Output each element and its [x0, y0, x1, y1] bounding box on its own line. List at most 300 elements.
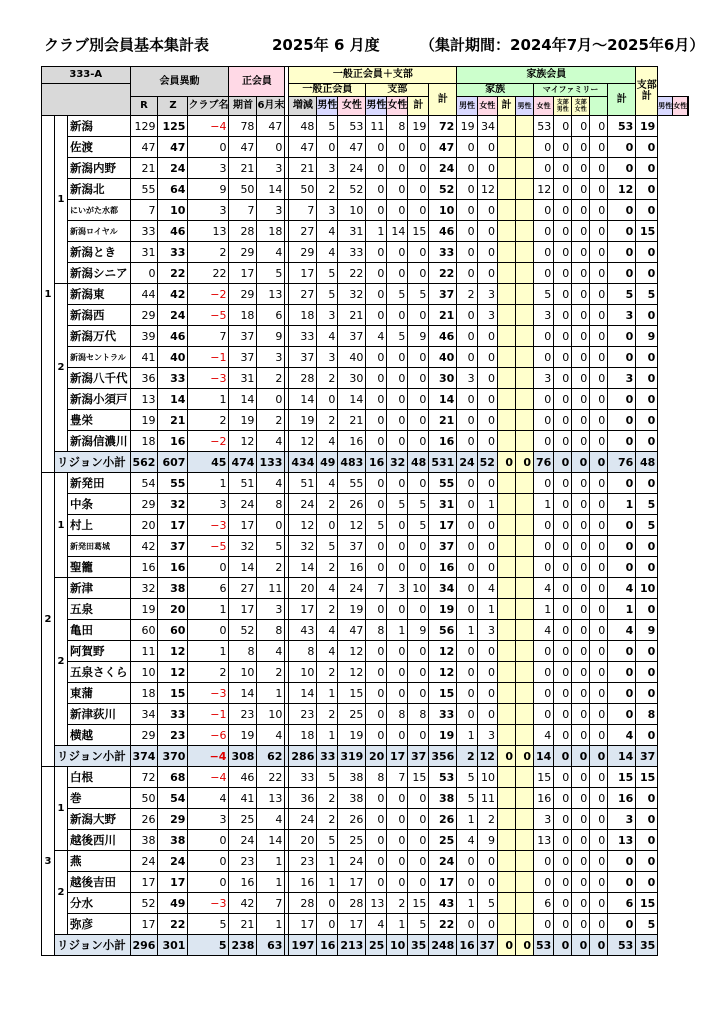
value-cell: 44 — [130, 284, 158, 305]
value-cell: 3 — [608, 809, 636, 830]
club-name: リジョン小計 — [55, 935, 131, 956]
value-cell: 10 — [130, 662, 158, 683]
value-cell: 0 — [457, 431, 477, 452]
value-cell: 51 — [289, 473, 317, 494]
value-cell: 0 — [608, 704, 636, 725]
value-cell — [497, 557, 515, 578]
value-cell — [497, 368, 515, 389]
value-cell: 20 — [289, 830, 317, 851]
value-cell: 45 — [188, 452, 229, 473]
value-cell: 0 — [457, 326, 477, 347]
value-cell: 10 — [387, 935, 408, 956]
value-cell: 0 — [387, 263, 408, 284]
value-cell: 10 — [257, 704, 285, 725]
value-cell: 2 — [317, 704, 338, 725]
value-cell: 29 — [130, 725, 158, 746]
start-header: 期首 — [229, 97, 257, 116]
value-cell: 22 — [429, 914, 457, 935]
value-cell: 0 — [572, 473, 590, 494]
value-cell: 0 — [366, 347, 387, 368]
value-cell: 52 — [229, 620, 257, 641]
value-cell: 55 — [338, 473, 366, 494]
value-cell — [497, 494, 515, 515]
value-cell: 0 — [533, 137, 553, 158]
value-cell: 9 — [636, 326, 658, 347]
value-cell — [497, 662, 515, 683]
value-cell — [497, 305, 515, 326]
value-cell: 0 — [366, 473, 387, 494]
value-cell: 23 — [229, 851, 257, 872]
table-row — [42, 893, 689, 914]
value-cell: 4 — [366, 326, 387, 347]
value-cell: 0 — [590, 641, 608, 662]
value-cell: 5 — [408, 494, 429, 515]
value-cell: 12 — [477, 179, 497, 200]
value-cell: 0 — [590, 788, 608, 809]
value-cell: 15 — [158, 683, 188, 704]
value-cell: 0 — [477, 158, 497, 179]
value-cell: 0 — [457, 578, 477, 599]
value-cell: 72 — [429, 116, 457, 137]
value-cell: 0 — [572, 263, 590, 284]
value-cell: 0 — [457, 683, 477, 704]
value-cell: 0 — [457, 872, 477, 893]
value-cell: 2 — [188, 662, 229, 683]
value-cell: 0 — [366, 788, 387, 809]
table-row — [42, 389, 689, 410]
value-cell: 0 — [408, 788, 429, 809]
value-cell: 32 — [130, 578, 158, 599]
table-row — [42, 872, 689, 893]
value-cell: 0 — [457, 704, 477, 725]
value-cell: 0 — [590, 473, 608, 494]
value-cell: 0 — [572, 872, 590, 893]
value-cell: 1 — [457, 809, 477, 830]
value-cell: 21 — [289, 158, 317, 179]
value-cell: 0 — [457, 242, 477, 263]
value-cell: 13 — [257, 788, 285, 809]
table-row — [42, 221, 689, 242]
value-cell: 22 — [158, 263, 188, 284]
value-cell: 0 — [366, 368, 387, 389]
value-cell: 0 — [572, 137, 590, 158]
value-cell: 1 — [317, 725, 338, 746]
value-cell: 4 — [533, 620, 553, 641]
value-cell: 0 — [608, 347, 636, 368]
value-cell: 0 — [366, 137, 387, 158]
value-cell: 3 — [257, 347, 285, 368]
value-cell: 47 — [158, 137, 188, 158]
value-cell: 29 — [229, 242, 257, 263]
value-cell: 0 — [608, 431, 636, 452]
value-cell: 3 — [477, 620, 497, 641]
value-cell: 31 — [338, 221, 366, 242]
value-cell — [515, 116, 533, 137]
value-cell: 0 — [554, 746, 572, 767]
value-cell — [497, 809, 515, 830]
value-cell: 0 — [387, 515, 408, 536]
value-cell: 0 — [387, 809, 408, 830]
value-cell: 0 — [257, 389, 285, 410]
value-cell: 0 — [572, 704, 590, 725]
region-cell: 3 — [42, 767, 55, 956]
value-cell: 0 — [554, 557, 572, 578]
value-cell: 12 — [289, 431, 317, 452]
value-cell: 3 — [477, 725, 497, 746]
value-cell: 3 — [257, 599, 285, 620]
zone-cell: 2 — [55, 578, 68, 746]
club-name: 阿賀野 — [68, 641, 131, 662]
value-cell: 19 — [289, 410, 317, 431]
value-cell: 0 — [533, 473, 553, 494]
value-cell: 0 — [188, 557, 229, 578]
value-cell: 29 — [130, 305, 158, 326]
value-cell: 19 — [429, 725, 457, 746]
value-cell: 0 — [590, 137, 608, 158]
value-cell: 0 — [366, 200, 387, 221]
family-female-header: 女性 — [533, 97, 553, 116]
value-cell: 0 — [554, 515, 572, 536]
value-cell: 0 — [572, 347, 590, 368]
value-cell: 55 — [130, 179, 158, 200]
value-cell: 4 — [317, 326, 338, 347]
value-cell: 0 — [608, 326, 636, 347]
value-cell: 0 — [572, 662, 590, 683]
table-row — [42, 851, 689, 872]
value-cell: 0 — [636, 809, 658, 830]
value-cell: 29 — [158, 809, 188, 830]
value-cell — [515, 242, 533, 263]
value-cell: −2 — [188, 284, 229, 305]
value-cell: 0 — [366, 641, 387, 662]
value-cell: 0 — [387, 851, 408, 872]
value-cell: 13 — [533, 830, 553, 851]
value-cell: 0 — [408, 830, 429, 851]
value-cell: 22 — [429, 263, 457, 284]
value-cell: 33 — [338, 242, 366, 263]
value-cell: 33 — [158, 704, 188, 725]
value-cell: 0 — [572, 746, 590, 767]
value-cell: 10 — [408, 578, 429, 599]
value-cell: 19 — [457, 116, 477, 137]
value-cell: 54 — [158, 788, 188, 809]
club-name: 新潟 — [68, 116, 131, 137]
value-cell: 0 — [130, 263, 158, 284]
value-cell: 248 — [429, 935, 457, 956]
value-cell: 25 — [229, 809, 257, 830]
value-cell: 14 — [158, 389, 188, 410]
value-cell: 43 — [289, 620, 317, 641]
value-cell: 17 — [387, 746, 408, 767]
table-row — [42, 326, 689, 347]
value-cell: 0 — [497, 935, 515, 956]
value-cell: 21 — [130, 158, 158, 179]
value-cell: 17 — [229, 263, 257, 284]
value-cell: 0 — [590, 935, 608, 956]
value-cell: 22 — [188, 263, 229, 284]
value-cell: 18 — [289, 725, 317, 746]
value-cell: 0 — [636, 137, 658, 158]
value-cell: 0 — [636, 683, 658, 704]
value-cell: 18 — [130, 431, 158, 452]
value-cell: 0 — [590, 431, 608, 452]
club-name: 新潟八千代 — [68, 368, 131, 389]
value-cell: 38 — [338, 788, 366, 809]
value-cell: 0 — [477, 851, 497, 872]
value-cell: 5 — [387, 494, 408, 515]
value-cell: 1 — [257, 683, 285, 704]
value-cell: 5 — [317, 767, 338, 788]
table-row — [42, 368, 689, 389]
value-cell: 0 — [533, 851, 553, 872]
value-cell: 0 — [590, 683, 608, 704]
value-cell: 4 — [257, 725, 285, 746]
value-cell: 0 — [636, 641, 658, 662]
value-cell: 3 — [188, 158, 229, 179]
value-cell: 133 — [257, 452, 285, 473]
value-cell: 0 — [387, 158, 408, 179]
value-cell: 0 — [533, 263, 553, 284]
value-cell: 60 — [130, 620, 158, 641]
value-cell: 0 — [572, 326, 590, 347]
value-cell: 25 — [338, 704, 366, 725]
change-header: 増減 — [289, 97, 317, 116]
value-cell: 15 — [608, 767, 636, 788]
table-row — [42, 305, 689, 326]
value-cell: 0 — [366, 599, 387, 620]
value-cell: 0 — [554, 200, 572, 221]
value-cell: 0 — [554, 872, 572, 893]
value-cell: 5 — [457, 788, 477, 809]
value-cell: 55 — [429, 473, 457, 494]
value-cell: 38 — [429, 788, 457, 809]
value-cell: 0 — [457, 494, 477, 515]
value-cell: 47 — [130, 137, 158, 158]
value-cell: 0 — [608, 473, 636, 494]
club-name: 佐渡 — [68, 137, 131, 158]
value-cell: 3 — [257, 158, 285, 179]
value-cell: 5 — [387, 326, 408, 347]
value-cell: 0 — [387, 557, 408, 578]
table-row — [42, 179, 689, 200]
value-cell — [497, 830, 515, 851]
value-cell: 0 — [477, 200, 497, 221]
table-row — [42, 410, 689, 431]
value-cell: 0 — [477, 641, 497, 662]
value-cell: 0 — [366, 305, 387, 326]
value-cell: 37 — [429, 536, 457, 557]
value-cell: 24 — [429, 158, 457, 179]
value-cell: 0 — [477, 914, 497, 935]
value-cell: 15 — [636, 767, 658, 788]
value-cell: 33 — [429, 242, 457, 263]
value-cell: 0 — [590, 116, 608, 137]
value-cell: −4 — [188, 746, 229, 767]
value-cell: 1 — [188, 473, 229, 494]
value-cell — [497, 641, 515, 662]
value-cell: 19 — [338, 599, 366, 620]
value-cell: 0 — [554, 620, 572, 641]
value-cell: 0 — [457, 536, 477, 557]
value-cell: 0 — [408, 473, 429, 494]
value-cell: 531 — [429, 452, 457, 473]
value-cell: 23 — [289, 704, 317, 725]
value-cell: 32 — [289, 536, 317, 557]
value-cell: 0 — [366, 704, 387, 725]
table-row — [42, 578, 689, 599]
value-cell: 5 — [257, 536, 285, 557]
value-cell: 5 — [608, 284, 636, 305]
value-cell: 0 — [457, 473, 477, 494]
value-cell: 0 — [636, 788, 658, 809]
value-cell: 42 — [158, 284, 188, 305]
value-cell: 0 — [387, 830, 408, 851]
value-cell: 0 — [533, 872, 553, 893]
value-cell: 0 — [590, 200, 608, 221]
district-header: 333-A — [42, 67, 131, 84]
value-cell: 0 — [533, 536, 553, 557]
value-cell: 0 — [590, 578, 608, 599]
value-cell: 5 — [317, 536, 338, 557]
table-row — [42, 788, 689, 809]
table-row — [42, 158, 689, 179]
club-name: 新潟大野 — [68, 809, 131, 830]
value-cell: 0 — [477, 704, 497, 725]
value-cell: 8 — [366, 620, 387, 641]
value-cell: 32 — [229, 536, 257, 557]
value-cell: 37 — [477, 935, 497, 956]
value-cell: 0 — [590, 914, 608, 935]
value-cell: 8 — [229, 641, 257, 662]
value-cell: 48 — [408, 452, 429, 473]
region-cell: 2 — [42, 473, 55, 767]
value-cell: 14 — [257, 179, 285, 200]
value-cell: 2 — [257, 662, 285, 683]
value-cell: 37 — [408, 746, 429, 767]
value-cell: 12 — [158, 662, 188, 683]
value-cell: 14 — [608, 746, 636, 767]
value-cell: 0 — [533, 557, 553, 578]
value-cell: 24 — [338, 158, 366, 179]
value-cell: 8 — [257, 620, 285, 641]
club-name: 村上 — [68, 515, 131, 536]
value-cell — [515, 893, 533, 914]
value-cell: 15 — [533, 767, 553, 788]
value-cell: 125 — [158, 116, 188, 137]
value-cell: 12 — [429, 641, 457, 662]
value-cell — [515, 914, 533, 935]
value-cell: 27 — [289, 284, 317, 305]
value-cell: 0 — [457, 137, 477, 158]
value-cell: 0 — [608, 683, 636, 704]
table-row — [42, 557, 689, 578]
value-cell: 0 — [554, 410, 572, 431]
value-cell: 4 — [608, 578, 636, 599]
club-name: 中条 — [68, 494, 131, 515]
value-cell: 0 — [590, 221, 608, 242]
value-cell: 24 — [429, 851, 457, 872]
value-cell: 319 — [338, 746, 366, 767]
value-cell: 0 — [590, 179, 608, 200]
value-cell: 19 — [229, 725, 257, 746]
value-cell: 16 — [229, 872, 257, 893]
value-cell: 0 — [408, 263, 429, 284]
value-cell: 2 — [387, 893, 408, 914]
value-cell: 15 — [408, 767, 429, 788]
value-cell: 1 — [477, 599, 497, 620]
value-cell: 0 — [457, 515, 477, 536]
value-cell: 0 — [572, 830, 590, 851]
value-cell: 47 — [229, 137, 257, 158]
zone-cell: 1 — [55, 116, 68, 284]
value-cell — [515, 788, 533, 809]
value-cell: 6 — [608, 893, 636, 914]
table-row — [42, 683, 689, 704]
value-cell: 3 — [317, 305, 338, 326]
value-cell: 4 — [366, 914, 387, 935]
value-cell: 0 — [408, 683, 429, 704]
value-cell: 0 — [533, 683, 553, 704]
value-cell: 0 — [366, 284, 387, 305]
value-cell: 0 — [590, 305, 608, 326]
value-cell: 14 — [257, 830, 285, 851]
value-cell — [515, 767, 533, 788]
value-cell: 0 — [366, 158, 387, 179]
value-cell: 14 — [533, 746, 553, 767]
table-row — [42, 200, 689, 221]
value-cell: 0 — [408, 851, 429, 872]
value-cell: 5 — [188, 935, 229, 956]
value-cell: 12 — [158, 641, 188, 662]
branch-sum-header: 計 — [497, 97, 515, 116]
value-cell: 19 — [429, 599, 457, 620]
r-header: R — [130, 97, 158, 116]
value-cell — [515, 263, 533, 284]
value-cell: 0 — [636, 599, 658, 620]
value-cell: 0 — [572, 914, 590, 935]
value-cell: 5 — [477, 893, 497, 914]
value-cell — [497, 410, 515, 431]
value-cell: 17 — [429, 515, 457, 536]
value-cell: 4 — [533, 725, 553, 746]
table-row — [42, 599, 689, 620]
value-cell: 0 — [387, 179, 408, 200]
value-cell: 0 — [590, 704, 608, 725]
value-cell: 0 — [408, 809, 429, 830]
club-name: 豊栄 — [68, 410, 131, 431]
value-cell: 17 — [229, 515, 257, 536]
value-cell: 0 — [554, 347, 572, 368]
value-cell: 0 — [554, 830, 572, 851]
value-cell — [497, 116, 515, 137]
subtotal-row — [42, 746, 689, 767]
value-cell — [497, 200, 515, 221]
value-cell: 0 — [533, 200, 553, 221]
value-cell: 0 — [608, 137, 636, 158]
value-cell: 5 — [188, 914, 229, 935]
value-cell: 0 — [572, 452, 590, 473]
value-cell: 4 — [188, 788, 229, 809]
value-cell: 0 — [317, 389, 338, 410]
value-cell: 4 — [257, 641, 285, 662]
value-cell: 0 — [608, 389, 636, 410]
family-male-header: 男性 — [515, 97, 533, 116]
value-cell: −5 — [188, 536, 229, 557]
value-cell: 0 — [477, 389, 497, 410]
value-cell: 0 — [608, 641, 636, 662]
value-cell: 0 — [554, 263, 572, 284]
value-cell: 40 — [338, 347, 366, 368]
